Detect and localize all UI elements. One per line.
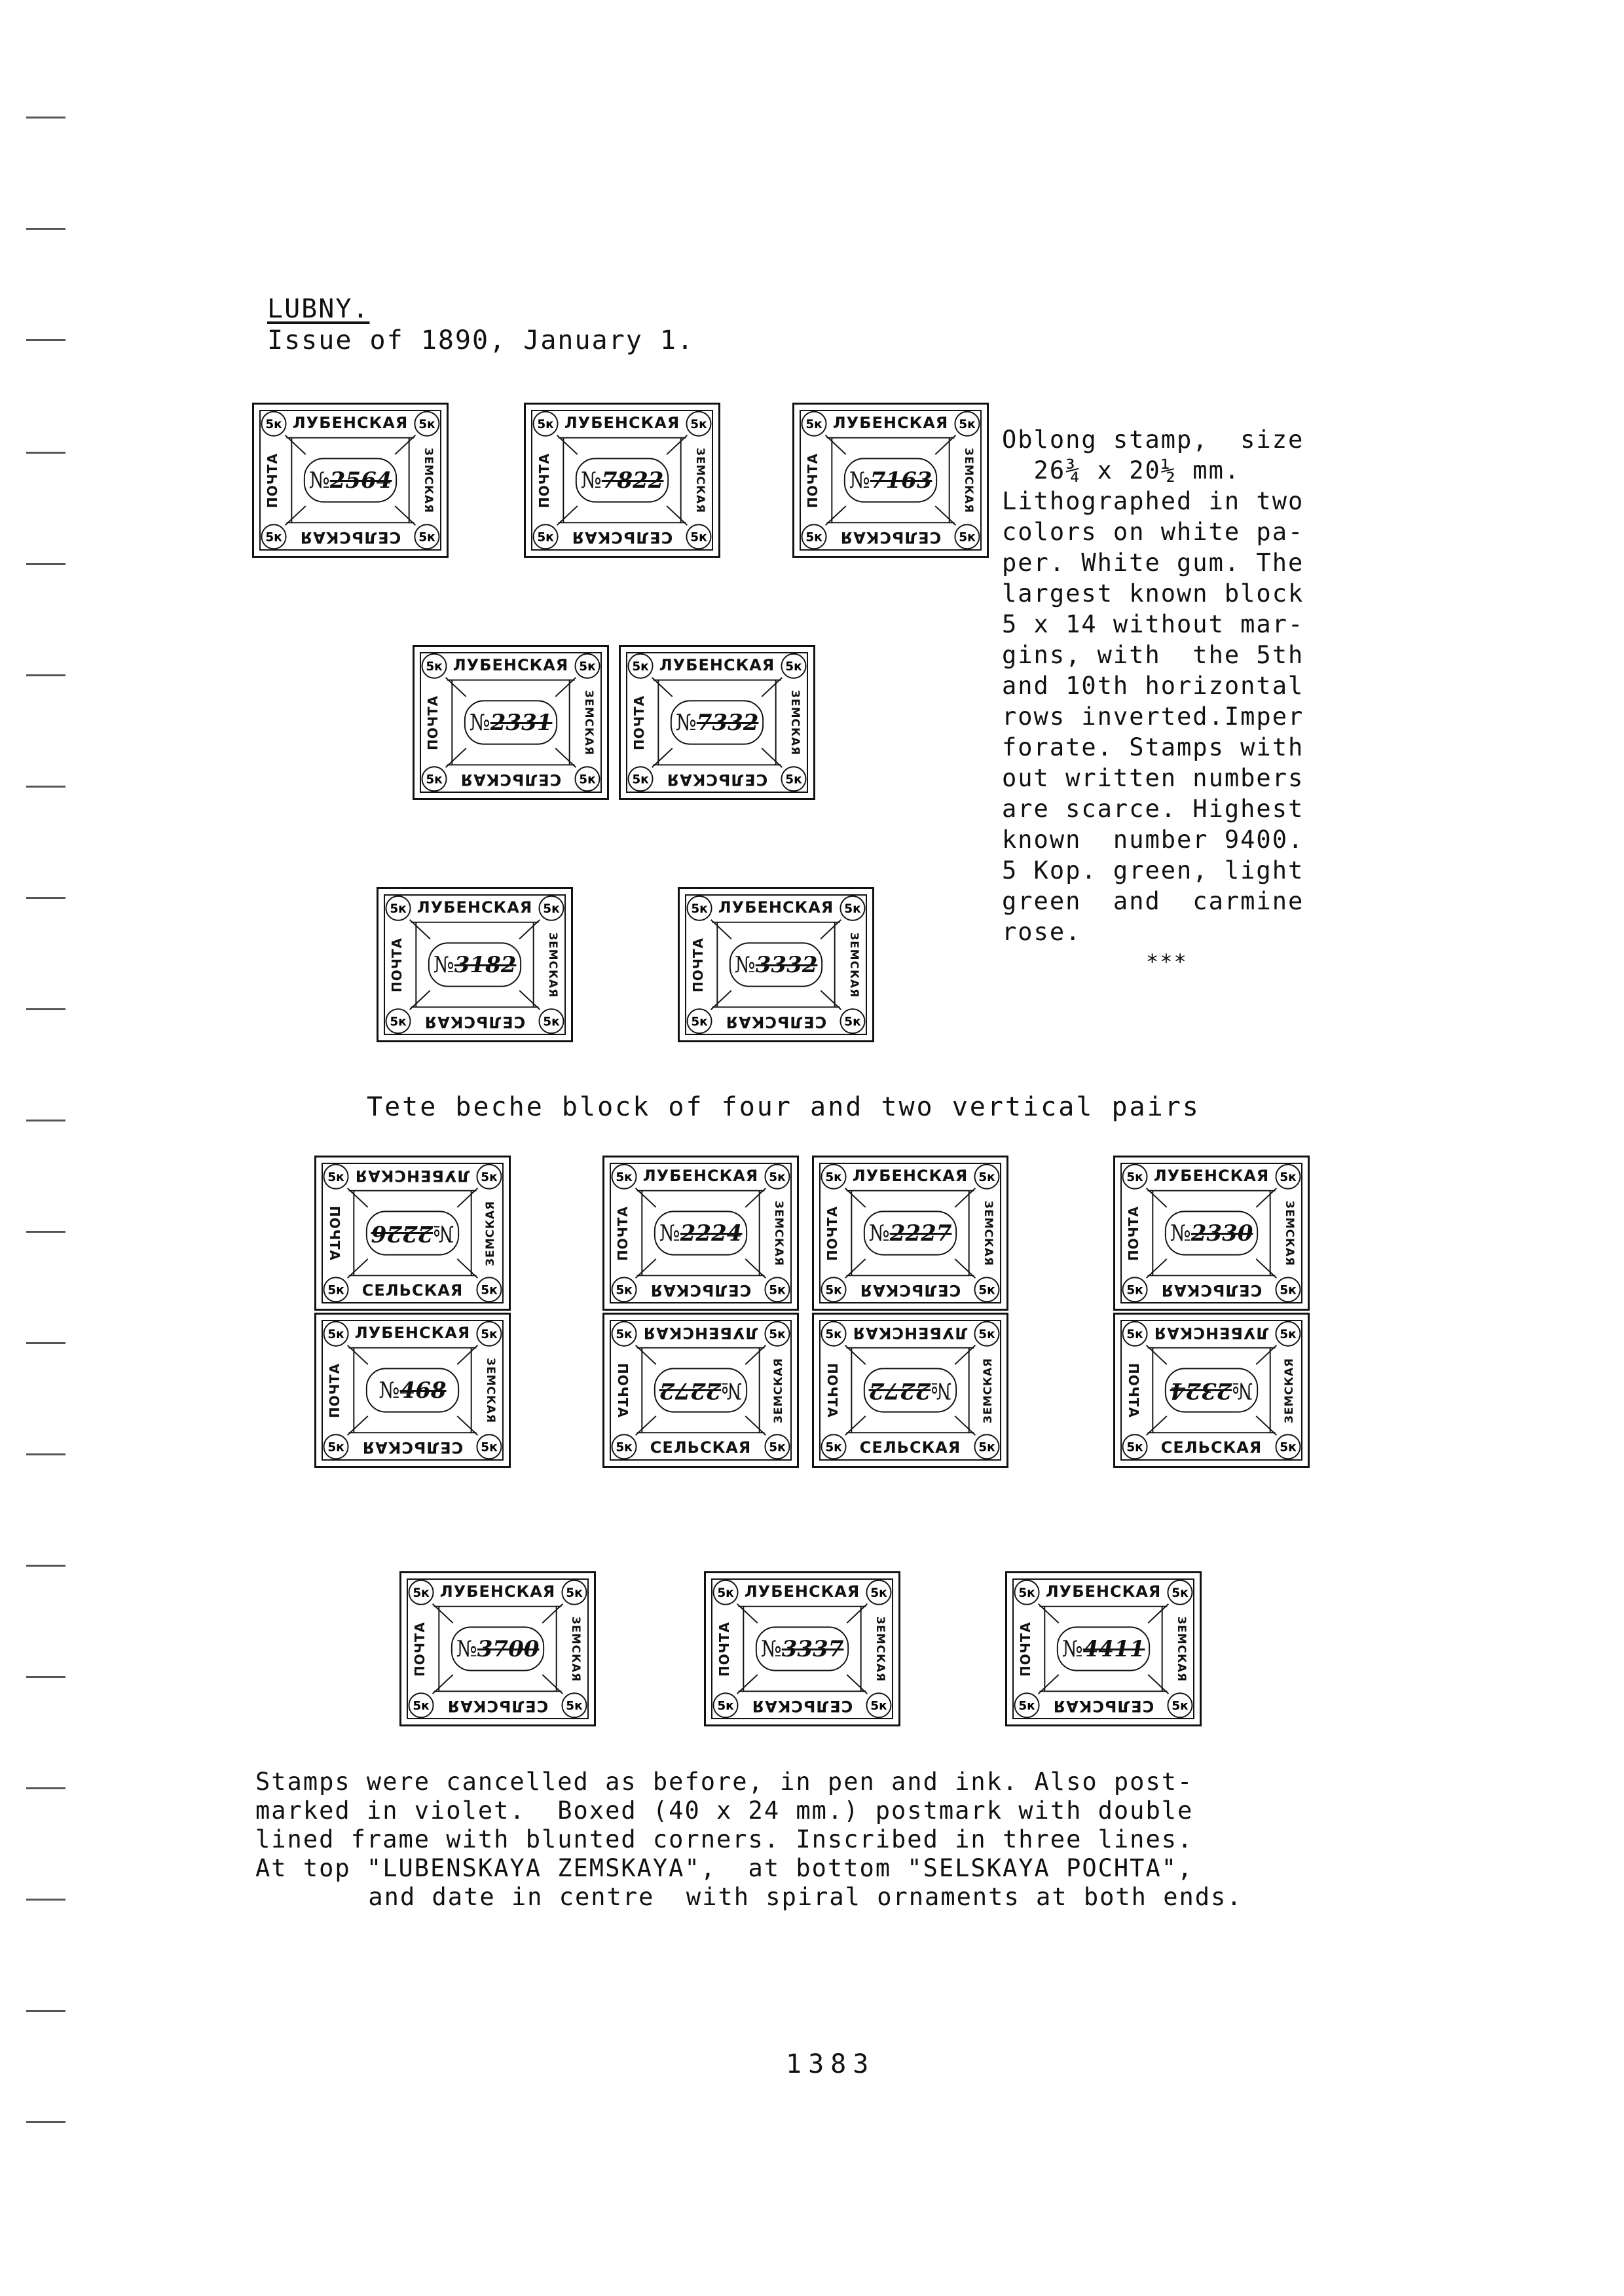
corner-value: 5к	[805, 530, 822, 545]
stamp-right-text: ЗЕМСКАЯ	[788, 689, 802, 756]
stamp-bottom-text: СЕЛЬСКАЯ	[1160, 1438, 1263, 1457]
written-number: 2226	[371, 1220, 434, 1247]
written-number: 3700	[477, 1635, 540, 1662]
page-heading	[267, 293, 694, 356]
corner-value: 5к	[327, 1283, 344, 1298]
corner-value: 5к	[805, 418, 822, 432]
number-sign: №	[721, 1377, 743, 1404]
corner-value: 5к	[1126, 1328, 1143, 1342]
stamp-left-text: ПОЧТА	[1126, 1362, 1141, 1418]
stamp-bottom-text: СЕЛЬСКАЯ	[859, 1438, 961, 1457]
written-number: 7332	[696, 709, 759, 736]
stamp-number	[659, 1377, 743, 1404]
description-line: Oblong stamp, size	[1002, 426, 1304, 454]
heading-issue: Issue of 1890, January 1.	[267, 325, 695, 355]
stamp-number	[378, 1377, 446, 1404]
stamp-left-text: ПОЧТА	[389, 937, 405, 993]
margin-tick	[26, 897, 65, 899]
stamp	[1113, 1156, 1310, 1311]
stamp-number	[869, 1220, 952, 1247]
corner-value: 5к	[632, 773, 649, 787]
stamp-right-text: ЗЕМСКАЯ	[1283, 1200, 1296, 1266]
stamp	[1005, 1571, 1202, 1726]
corner-value: 5к	[691, 902, 708, 917]
written-number: 2324	[1170, 1377, 1232, 1404]
stamp-number	[869, 1377, 952, 1404]
stamp-bottom-text: СЕЛЬСКАЯ	[361, 1281, 464, 1300]
corner-value: 5к	[327, 1171, 344, 1185]
stamp-number	[1062, 1636, 1145, 1662]
stamp-number	[1170, 1377, 1253, 1404]
paragraph-line: marked in violet. Boxed (40 x 24 mm.) postmark with double	[255, 1796, 1194, 1825]
stamp-number	[470, 710, 553, 736]
stamp-bottom-text: СЕЛЬСКАЯ	[725, 1013, 827, 1031]
written-number: 7163	[870, 467, 932, 494]
stamp-top-text: ЛУБЕНСКАЯ	[354, 1324, 471, 1342]
stamp-right-text: ЗЕМСКАЯ	[1175, 1616, 1188, 1682]
corner-value: 5к	[543, 1015, 560, 1029]
corner-value: 5к	[1280, 1440, 1297, 1455]
corner-value: 5к	[844, 902, 861, 917]
separator-stars: ***	[1146, 949, 1188, 974]
number-sign: №	[868, 1220, 890, 1247]
description-line: colors on white pa-	[1002, 518, 1304, 546]
description-line: Lithographed in two	[1002, 487, 1304, 515]
stamp	[399, 1571, 596, 1726]
stamp-right-text: ЗЕМСКАЯ	[582, 689, 595, 756]
paragraph-line: At top "LUBENSKAYA ZEMSKAYA", at bottom "SELSKAYA POCHTA",	[255, 1854, 1194, 1882]
corner-value: 5к	[1018, 1586, 1035, 1601]
stamp	[314, 1313, 511, 1468]
corner-value: 5к	[265, 530, 282, 545]
stamp-number	[676, 710, 759, 736]
number-sign: №	[1232, 1377, 1253, 1404]
stamp-top-text: ЛУБЕНСКАЯ	[416, 898, 533, 917]
corner-value: 5к	[481, 1171, 498, 1185]
corner-value: 5к	[481, 1283, 498, 1298]
margin-tick	[26, 1565, 65, 1567]
page-number: 1383	[786, 2049, 876, 2079]
stamp-number	[309, 467, 392, 494]
corner-value: 5к	[717, 1699, 734, 1713]
stamp-bottom-text: СЕЛЬСКАЯ	[299, 528, 401, 547]
corner-value: 5к	[769, 1171, 786, 1185]
stamp-top-text: ЛУБЕНСКАЯ	[564, 414, 680, 432]
written-number: 2331	[490, 709, 553, 736]
number-sign: №	[433, 951, 454, 978]
stamp-bottom-text: СЕЛЬСКАЯ	[1052, 1697, 1154, 1715]
stamp-right-text: ЗЕМСКАЯ	[982, 1200, 995, 1266]
number-sign: №	[469, 709, 490, 736]
corner-value: 5к	[481, 1328, 498, 1342]
corner-value: 5к	[616, 1328, 633, 1342]
stamp	[792, 403, 989, 558]
description-line: known number 9400.	[1002, 826, 1304, 854]
corner-value: 5к	[413, 1699, 430, 1713]
margin-tick	[26, 1899, 65, 1901]
margin-tick	[26, 1008, 65, 1010]
stamp-right-text: ЗЕМСКАЯ	[1283, 1357, 1296, 1423]
description-line: green and carmine	[1002, 887, 1304, 915]
stamp-left-text: ПОЧТА	[824, 1362, 840, 1418]
description-line: rose.	[1002, 918, 1082, 946]
corner-value: 5к	[978, 1440, 995, 1455]
stamp-number	[659, 1220, 743, 1247]
written-number: 2272	[868, 1377, 931, 1404]
stamp-left-text: ПОЧТА	[265, 452, 280, 508]
corner-value: 5к	[579, 660, 596, 674]
corner-value: 5к	[844, 1015, 861, 1029]
corner-value: 5к	[426, 773, 443, 787]
stamp-number	[456, 1636, 540, 1662]
corner-value: 5к	[690, 530, 707, 545]
corner-value: 5к	[413, 1586, 430, 1601]
stamp-right-text: ЗЕМСКАЯ	[772, 1357, 785, 1423]
stamp-bottom-text: СЕЛЬСКАЯ	[859, 1281, 961, 1300]
corner-value: 5к	[785, 660, 802, 674]
stamp-number	[581, 467, 664, 494]
corner-value: 5к	[870, 1699, 887, 1713]
corner-value: 5к	[769, 1283, 786, 1298]
margin-tick	[26, 2010, 65, 2012]
stamp-left-text: ПОЧТА	[716, 1621, 732, 1677]
stamp	[619, 645, 815, 800]
stamp-number	[735, 952, 818, 978]
stamp-left-text: ПОЧТА	[690, 937, 706, 993]
stamp	[678, 887, 874, 1042]
stamp-bottom-text: СЕЛЬСКАЯ	[424, 1013, 526, 1031]
number-sign: №	[1061, 1635, 1083, 1662]
corner-value: 5к	[579, 773, 596, 787]
corner-value: 5к	[390, 902, 407, 917]
stamp-bottom-text: СЕЛЬСКАЯ	[1160, 1281, 1263, 1300]
description-line: largest known block	[1002, 579, 1304, 608]
margin-tick	[26, 1787, 65, 1789]
description-line: 26¾ x 20½ mm.	[1002, 456, 1241, 484]
stamp-top-text: ЛУБЕНСКАЯ	[354, 1167, 471, 1185]
corner-value: 5к	[418, 418, 435, 432]
tete-beche-caption: Tete beche block of four and two vertical pairs	[367, 1092, 1200, 1122]
stamp-left-text: ПОЧТА	[631, 695, 647, 750]
corner-value: 5к	[1126, 1440, 1143, 1455]
stamp-right-text: ЗЕМСКАЯ	[847, 932, 860, 998]
stamp-left-text: ПОЧТА	[327, 1205, 342, 1261]
stamp-top-text: ЛУБЕНСКАЯ	[718, 898, 834, 917]
corner-value: 5к	[870, 1586, 887, 1601]
description-line: gins, with the 5th	[1002, 641, 1304, 669]
stamp-right-text: ЗЕМСКАЯ	[772, 1200, 785, 1266]
written-number: 4411	[1082, 1635, 1145, 1662]
stamp-top-text: ЛУБЕНСКАЯ	[832, 414, 949, 432]
corner-value: 5к	[566, 1586, 583, 1601]
number-sign: №	[308, 467, 330, 494]
corner-value: 5к	[825, 1283, 842, 1298]
corner-value: 5к	[959, 418, 976, 432]
description-line: and 10th horizontal	[1002, 672, 1304, 700]
margin-tick	[26, 674, 65, 676]
stamp-left-text: ПОЧТА	[1018, 1621, 1033, 1677]
number-sign: №	[378, 1377, 400, 1404]
stamp-top-text: ЛУБЕНСКАЯ	[744, 1582, 860, 1601]
stamp-number	[1170, 1220, 1253, 1247]
stamp-bottom-text: СЕЛЬСКАЯ	[361, 1438, 464, 1457]
stamp-right-text: ЗЕМСКАЯ	[962, 447, 975, 513]
stamp-right-text: ЗЕМСКАЯ	[546, 932, 559, 998]
stamp-bottom-text: СЕЛЬСКАЯ	[650, 1281, 752, 1300]
cancellation-paragraph	[255, 1768, 1356, 1912]
written-number: 2330	[1190, 1220, 1253, 1247]
stamp-left-text: ПОЧТА	[615, 1205, 631, 1261]
stamp-top-text: ЛУБЕНСКАЯ	[642, 1324, 759, 1342]
margin-tick	[26, 786, 65, 788]
stamp	[413, 645, 609, 800]
description-line: forate. Stamps with	[1002, 733, 1304, 761]
stamp-left-text: ПОЧТА	[536, 452, 552, 508]
stamp-number	[371, 1220, 454, 1247]
stamp-bottom-text: СЕЛЬСКАЯ	[447, 1697, 549, 1715]
corner-value: 5к	[769, 1440, 786, 1455]
description-line: are scarce. Highest	[1002, 795, 1304, 823]
written-number: 468	[399, 1377, 447, 1404]
corner-value: 5к	[717, 1586, 734, 1601]
corner-value: 5к	[785, 773, 802, 787]
stamp	[314, 1156, 511, 1311]
number-sign: №	[659, 1220, 680, 1247]
stamp-bottom-text: СЕЛЬСКАЯ	[571, 528, 673, 547]
stamp-top-text: ЛУБЕНСКАЯ	[292, 414, 409, 432]
corner-value: 5к	[1280, 1171, 1297, 1185]
stamp-left-text: ПОЧТА	[425, 695, 441, 750]
number-sign: №	[433, 1220, 454, 1247]
number-sign: №	[734, 951, 756, 978]
stamp-number	[761, 1636, 844, 1662]
corner-value: 5к	[1126, 1283, 1143, 1298]
corner-value: 5к	[959, 530, 976, 545]
description-line: rows inverted.Imper	[1002, 702, 1304, 731]
stamp-bottom-text: СЕЛЬСКАЯ	[666, 771, 768, 789]
stamp-right-text: ЗЕМСКАЯ	[569, 1616, 582, 1682]
paragraph-line: Stamps were cancelled as before, in pen and ink. Also post-	[255, 1768, 1194, 1796]
corner-value: 5к	[481, 1440, 498, 1455]
corner-value: 5к	[978, 1283, 995, 1298]
paragraph-line: lined frame with blunted corners. Inscribed in three lines.	[255, 1825, 1194, 1853]
stamp-bottom-text: СЕЛЬСКАЯ	[751, 1697, 853, 1715]
written-number: 3337	[781, 1635, 844, 1662]
stamp	[812, 1156, 1008, 1311]
stamp-left-text: ПОЧТА	[412, 1621, 428, 1677]
margin-tick	[26, 563, 65, 565]
stamp-left-text: ПОЧТА	[327, 1362, 342, 1418]
corner-value: 5к	[1172, 1699, 1189, 1713]
corner-value: 5к	[769, 1328, 786, 1342]
number-sign: №	[760, 1635, 782, 1662]
stamp	[602, 1313, 799, 1468]
corner-value: 5к	[978, 1171, 995, 1185]
corner-value: 5к	[616, 1440, 633, 1455]
margin-tick	[26, 452, 65, 454]
description-line: 5 x 14 without mar-	[1002, 610, 1304, 638]
written-number: 7822	[601, 467, 664, 494]
corner-value: 5к	[390, 1015, 407, 1029]
stamp-top-text: ЛУБЕНСКАЯ	[439, 1582, 556, 1601]
number-sign: №	[849, 467, 870, 494]
stamp-top-text: ЛУБЕНСКАЯ	[1045, 1582, 1162, 1601]
description-line: out written numbers	[1002, 764, 1304, 792]
stamp-top-text: ЛУБЕНСКАЯ	[642, 1167, 759, 1185]
stamp-right-text: ЗЕМСКАЯ	[484, 1200, 497, 1266]
stamp	[812, 1313, 1008, 1468]
description-line: per. White gum. The	[1002, 549, 1304, 577]
stamp-right-text: ЗЕМСКАЯ	[484, 1357, 497, 1423]
stamp-top-text: ЛУБЕНСКАЯ	[452, 656, 569, 674]
stamp	[1113, 1313, 1310, 1468]
stamp	[252, 403, 449, 558]
stamp	[377, 887, 573, 1042]
margin-tick	[26, 1342, 65, 1344]
stamp-right-text: ЗЕМСКАЯ	[982, 1357, 995, 1423]
corner-value: 5к	[1280, 1283, 1297, 1298]
corner-value: 5к	[691, 1015, 708, 1029]
stamp	[602, 1156, 799, 1311]
margin-tick	[26, 1231, 65, 1233]
corner-value: 5к	[543, 902, 560, 917]
margin-tick	[26, 117, 65, 118]
stamp-top-text: ЛУБЕНСКАЯ	[659, 656, 775, 674]
stamp-bottom-text: СЕЛЬСКАЯ	[650, 1438, 752, 1457]
number-sign: №	[456, 1635, 477, 1662]
margin-tick	[26, 1453, 65, 1455]
stamp-top-text: ЛУБЕНСКАЯ	[1153, 1167, 1270, 1185]
stamp-top-text: ЛУБЕНСКАЯ	[1153, 1324, 1270, 1342]
paragraph-line: and date in centre with spiral ornaments at both ends.	[368, 1883, 1243, 1911]
corner-value: 5к	[616, 1171, 633, 1185]
stamp-left-text: ПОЧТА	[805, 452, 821, 508]
corner-value: 5к	[632, 660, 649, 674]
corner-value: 5к	[327, 1328, 344, 1342]
margin-tick	[26, 1120, 65, 1121]
margin-tick	[26, 228, 65, 230]
number-sign: №	[931, 1377, 952, 1404]
written-number: 2227	[889, 1220, 952, 1247]
corner-value: 5к	[1018, 1699, 1035, 1713]
number-sign: №	[580, 467, 602, 494]
corner-value: 5к	[566, 1699, 583, 1713]
corner-value: 5к	[537, 418, 554, 432]
written-number: 3182	[454, 951, 517, 978]
stamp	[704, 1571, 900, 1726]
description-line: 5 Kop. green, light	[1002, 856, 1304, 884]
margin-tick	[26, 2121, 65, 2123]
stamp-left-text: ПОЧТА	[824, 1205, 840, 1261]
corner-value: 5к	[265, 418, 282, 432]
corner-value: 5к	[825, 1440, 842, 1455]
corner-value: 5к	[825, 1171, 842, 1185]
corner-value: 5к	[1172, 1586, 1189, 1601]
corner-value: 5к	[1280, 1328, 1297, 1342]
corner-value: 5к	[825, 1328, 842, 1342]
stamp-right-text: ЗЕМСКАЯ	[693, 447, 707, 513]
corner-value: 5к	[690, 418, 707, 432]
written-number: 2564	[329, 467, 392, 494]
corner-value: 5к	[418, 530, 435, 545]
stamp-top-text: ЛУБЕНСКАЯ	[852, 1167, 969, 1185]
stamp-number	[434, 952, 517, 978]
stamp-right-text: ЗЕМСКАЯ	[874, 1616, 887, 1682]
number-sign: №	[1170, 1220, 1191, 1247]
stamp	[524, 403, 720, 558]
heading-place: LUBNY.	[267, 294, 370, 324]
corner-value: 5к	[978, 1328, 995, 1342]
corner-value: 5к	[1126, 1171, 1143, 1185]
corner-value: 5к	[327, 1440, 344, 1455]
margin-tick	[26, 1676, 65, 1678]
number-sign: №	[675, 709, 697, 736]
stamp-top-text: ЛУБЕНСКАЯ	[852, 1324, 969, 1342]
written-number: 3332	[755, 951, 818, 978]
stamp-bottom-text: СЕЛЬСКАЯ	[460, 771, 562, 789]
margin-tick	[26, 339, 65, 341]
written-number: 2272	[659, 1377, 722, 1404]
corner-value: 5к	[616, 1283, 633, 1298]
stamp-bottom-text: СЕЛЬСКАЯ	[840, 528, 942, 547]
corner-value: 5к	[426, 660, 443, 674]
stamp-left-text: ПОЧТА	[615, 1362, 631, 1418]
stamp-left-text: ПОЧТА	[1126, 1205, 1141, 1261]
stamp-description	[1002, 424, 1349, 947]
stamp-right-text: ЗЕМСКАЯ	[422, 447, 435, 513]
stamp-number	[849, 467, 932, 494]
written-number: 2224	[680, 1220, 743, 1247]
corner-value: 5к	[537, 530, 554, 545]
